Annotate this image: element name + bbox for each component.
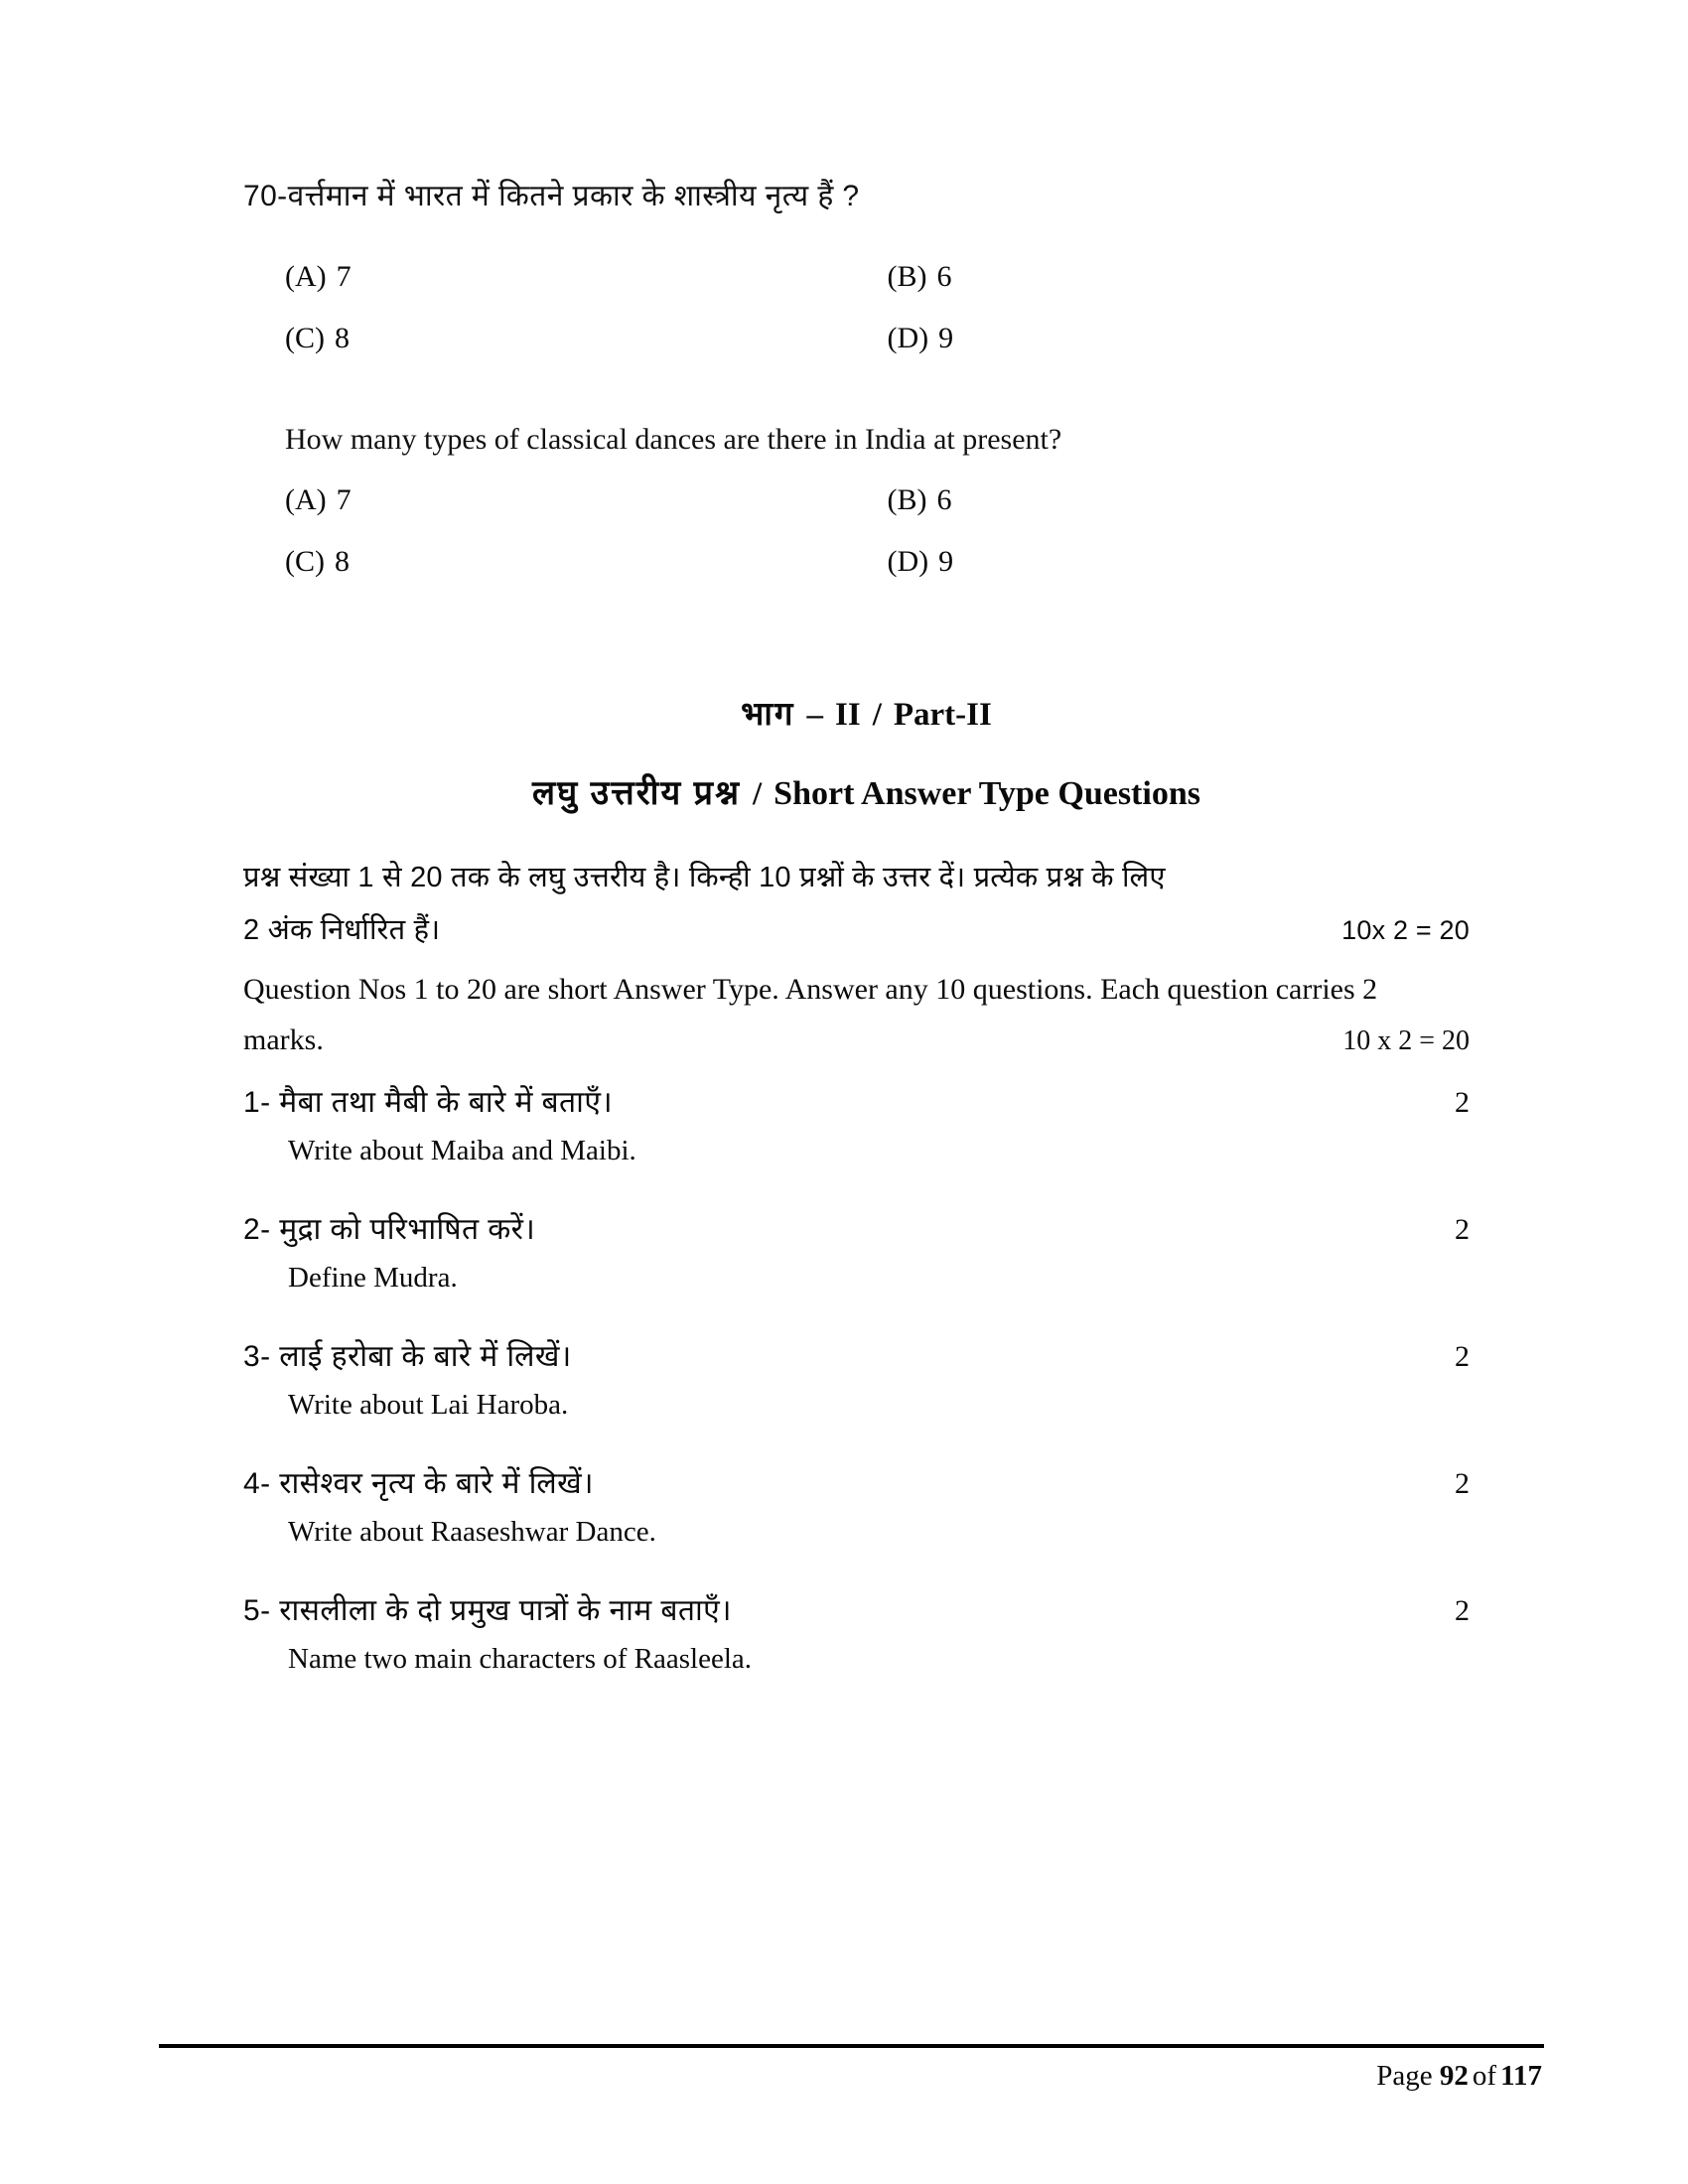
mcq-stem-hindi-text: वर्त्तमान में भारत में कितने प्रकार के शास्त्रीय नृत्य हैं ?: [287, 180, 860, 212]
option-label: (C): [285, 544, 325, 578]
footer-of-word: of: [1472, 2060, 1497, 2092]
page-content: [243, 174, 1489, 1676]
subheading-hindi: लघु उत्तरीय प्रश्न: [532, 773, 741, 812]
question-3-hindi-row: [243, 1334, 1489, 1375]
question-3-english: Write about Lai Haroba.: [288, 1388, 569, 1421]
mcq-option-english-a[interactable]: [285, 483, 888, 517]
option-value: 7: [336, 259, 352, 293]
instructions-hindi-marks: 10x 2 = 20: [1341, 915, 1470, 946]
instructions-hindi-line1: प्रश्न संख्या 1 से 20 तक के लघु उत्तरीय है। किन्ही 10 प्रश्नों के उत्तर दें। प्रत्येक प्रश्न के लिए: [243, 861, 1166, 893]
mcq-options-english-row-1: [285, 483, 1489, 517]
question-5-number: 5-: [243, 1593, 271, 1627]
short-answer-subheading: [243, 768, 1489, 814]
question-4-hindi-text: रासेश्वर नृत्य के बारे में लिखें।: [279, 1466, 594, 1500]
option-label: (A): [285, 259, 327, 293]
question-3-number: 3-: [243, 1339, 271, 1373]
part-heading-roman: II: [835, 696, 861, 733]
footer-page-number: 92: [1439, 2060, 1469, 2092]
mcq-option-hindi-b[interactable]: [888, 260, 1490, 294]
footer-total-pages: 117: [1500, 2060, 1542, 2092]
instructions-english-marks: 10 x 2 = 20: [1342, 1025, 1470, 1057]
option-value: 9: [938, 321, 954, 354]
mcq-options-hindi-row-2: [285, 322, 1489, 355]
subheading-slash: /: [753, 775, 763, 812]
question-1-number: 1-: [243, 1085, 271, 1119]
option-value: 9: [938, 544, 954, 578]
question-4-hindi-row: [243, 1461, 1489, 1502]
instructions-english: [243, 964, 1489, 1066]
question-1-english: Write about Maiba and Maibi.: [288, 1134, 636, 1166]
question-2-english: Define Mudra.: [288, 1261, 458, 1294]
instructions-english-line1: Question Nos 1 to 20 are short Answer Type. Answer any 10 questions. Each question carries 2: [243, 972, 1378, 1006]
question-5-english: Name two main characters of Raasleela.: [288, 1642, 753, 1675]
question-2-number: 2-: [243, 1212, 271, 1246]
question-item-3: [243, 1334, 1489, 1422]
question-3-hindi-text: लाई हरोबा के बारे में लिखें।: [279, 1339, 572, 1373]
question-2-hindi-row: [243, 1207, 1489, 1248]
question-4-hindi: [243, 1461, 594, 1502]
mcq-question-70: [243, 174, 1489, 579]
mcq-option-english-b[interactable]: [888, 483, 1490, 517]
option-value: 6: [936, 259, 952, 293]
option-label: (A): [285, 482, 327, 516]
question-3-hindi: [243, 1334, 572, 1375]
part-heading-dash: –: [806, 696, 823, 733]
question-2-hindi-text: मुद्रा को परिभाषित करें।: [279, 1212, 536, 1246]
option-label: (B): [887, 482, 927, 516]
mcq-option-hindi-c[interactable]: [285, 322, 888, 355]
question-2-hindi: [243, 1207, 535, 1248]
option-value: 7: [336, 482, 352, 516]
instructions-hindi-line2: 2 अंक निर्धारित हैं।: [243, 914, 441, 947]
short-answer-question-list: [243, 1080, 1489, 1676]
mcq-stem-hindi: [243, 174, 1489, 220]
option-value: 8: [335, 544, 350, 578]
question-item-5: [243, 1588, 1489, 1676]
option-value: 8: [335, 321, 350, 354]
question-4-marks: 2: [1455, 1466, 1470, 1500]
option-label: (B): [887, 259, 927, 293]
mcq-options-hindi-row-1: [285, 260, 1489, 294]
subheading-english: Short Answer Type Questions: [774, 774, 1200, 812]
question-1-hindi-text: मैबा तथा मैबी के बारे में बताएँ।: [279, 1085, 614, 1119]
instructions-english-line2: marks.: [243, 1024, 324, 1057]
question-item-2: [243, 1207, 1489, 1295]
mcq-stem-english: How many types of classical dances are there in India at present?: [285, 422, 1062, 456]
question-item-4: [243, 1461, 1489, 1549]
question-1-hindi: [243, 1080, 613, 1121]
question-3-marks: 2: [1455, 1339, 1470, 1373]
mcq-option-english-d[interactable]: [888, 545, 1490, 579]
page-footer: [159, 2044, 1544, 2093]
instructions-hindi: [243, 852, 1489, 958]
part-heading-english: Part-II: [893, 696, 992, 733]
mcq-options-english-row-2: [285, 545, 1489, 579]
mcq-option-hindi-a[interactable]: [285, 260, 888, 294]
question-1-marks: 2: [1455, 1085, 1470, 1119]
instructions-hindi-line2-row: [243, 904, 1489, 958]
part-two-heading: [243, 690, 1489, 735]
question-item-1: [243, 1080, 1489, 1167]
mcq-number: 70-: [243, 180, 288, 212]
footer-page-word: Page: [1376, 2060, 1433, 2092]
option-value: 6: [936, 482, 952, 516]
part-heading-hindi: भाग: [741, 694, 795, 732]
option-label: (D): [887, 544, 929, 578]
mcq-option-english-c[interactable]: [285, 545, 888, 579]
mcq-option-hindi-d[interactable]: [888, 322, 1490, 355]
footer-page-indicator: [159, 2048, 1544, 2093]
instructions-english-line2-row: [243, 1015, 1489, 1066]
question-4-english: Write about Raaseshwar Dance.: [288, 1515, 656, 1548]
question-5-hindi: [243, 1588, 732, 1629]
question-5-hindi-text: रासलीला के दो प्रमुख पात्रों के नाम बताएँ।: [279, 1593, 732, 1627]
option-label: (D): [887, 321, 929, 354]
option-label: (C): [285, 321, 325, 354]
question-2-marks: 2: [1455, 1212, 1470, 1246]
part-heading-slash: /: [872, 696, 882, 733]
question-4-number: 4-: [243, 1466, 271, 1500]
question-1-hindi-row: [243, 1080, 1489, 1121]
question-5-hindi-row: [243, 1588, 1489, 1629]
question-5-marks: 2: [1455, 1593, 1470, 1627]
